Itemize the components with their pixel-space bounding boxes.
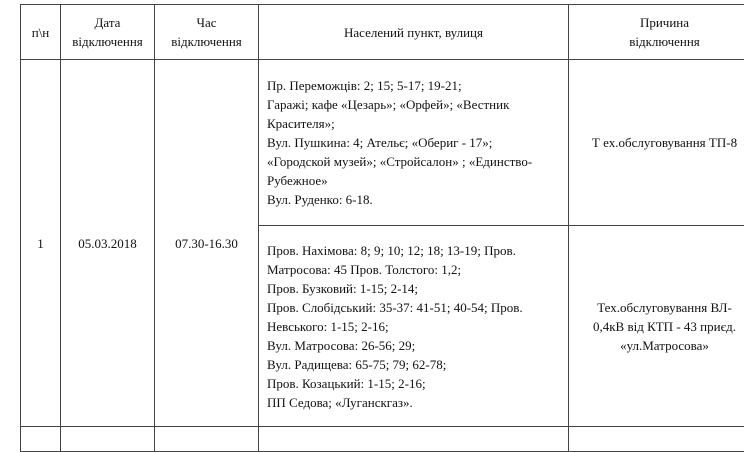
header-place: Населений пункт, вулиця — [259, 5, 569, 60]
place-line: Вул. Пушкина: 4; Ательє; «Обериг - 17»; — [267, 133, 558, 152]
empty-cell — [259, 427, 569, 452]
empty-cell — [569, 427, 744, 452]
reason-line: Тех.обслуговування ВЛ- — [579, 298, 744, 317]
reason-cell — [569, 226, 744, 427]
header-reason-line-1: Причина — [575, 13, 744, 32]
empty-cell — [155, 427, 259, 452]
header-time — [155, 5, 259, 60]
header-date — [61, 5, 155, 60]
place-line: Невського: 1-15; 2-16; — [267, 317, 558, 336]
place-line: Гаражі; кафе «Цезарь»; «Орфей»; «Вестник — [267, 95, 558, 114]
header-reason — [569, 5, 744, 60]
header-row — [21, 5, 744, 60]
header-date-line-2: відключення — [67, 32, 148, 51]
place-line: Вул. Радищева: 65-75; 79; 62-78; — [267, 355, 558, 374]
empty-cell — [61, 427, 155, 452]
place-line: Пров. Бузковий: 1-15; 2-14; — [267, 279, 558, 298]
header-reason-line-2: відключення — [575, 32, 744, 51]
header-num: п\н — [21, 5, 61, 60]
row-time: 07.30-16.30 — [155, 60, 259, 427]
reason-line: Т ех.обслуговування ТП-8 — [579, 133, 744, 152]
place-line: ПП Седова; «Луганскгаз». — [267, 393, 558, 412]
place-cell — [259, 226, 569, 427]
place-line: «Городской музей»; «Стройсалон» ; «Единство- — [267, 152, 558, 171]
place-line: Вул. Руденко: 6-18. — [267, 190, 558, 209]
place-line: Пров. Нахімова: 8; 9; 10; 12; 18; 13-19; Пров. — [267, 241, 558, 260]
place-cell — [259, 60, 569, 226]
place-line: Пров. Козацький: 1-15; 2-16; — [267, 374, 558, 393]
place-line: Красителя»; — [267, 114, 558, 133]
place-line: Пр. Переможців: 2; 15; 5-17; 19-21; — [267, 76, 558, 95]
place-line: Пров. Слобідський: 35-37: 41-51; 40-54; Пров. — [267, 298, 558, 317]
row-date: 05.03.2018 — [61, 60, 155, 427]
header-time-line-2: відключення — [161, 32, 252, 51]
outage-table — [20, 4, 744, 452]
table-row — [21, 60, 744, 226]
header-time-line-1: Час — [161, 13, 252, 32]
reason-cell — [569, 60, 744, 226]
place-line: Вул. Матросова: 26-56; 29; — [267, 336, 558, 355]
place-line: Матросова: 45 Пров. Толстого: 1,2; — [267, 260, 558, 279]
place-line: Рубежное» — [267, 171, 558, 190]
empty-cell — [21, 427, 61, 452]
table-row-empty — [21, 427, 744, 452]
row-num: 1 — [21, 60, 61, 427]
reason-line: 0,4кВ від КТП - 43 приєд. — [579, 317, 744, 336]
header-date-line-1: Дата — [67, 13, 148, 32]
reason-line: «ул.Матросова» — [579, 336, 744, 355]
